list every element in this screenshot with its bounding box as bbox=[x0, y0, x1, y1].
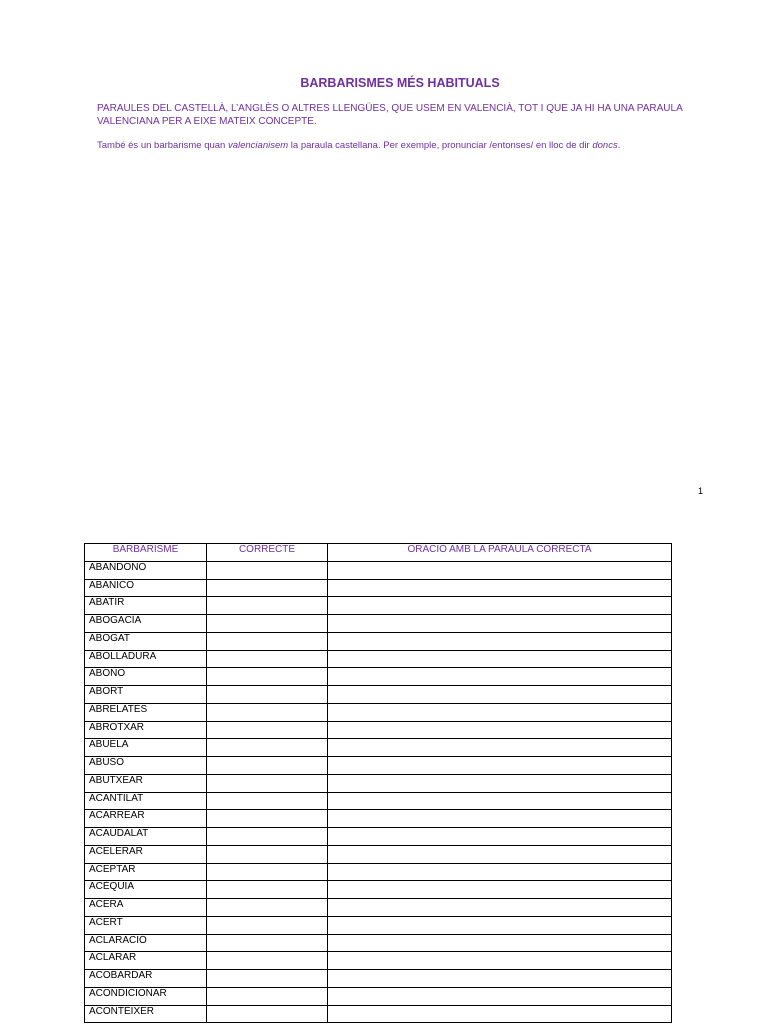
barbarisms-table bbox=[84, 543, 672, 1023]
sentence-cell[interactable] bbox=[328, 703, 672, 721]
sentence-cell[interactable] bbox=[328, 828, 672, 846]
sentence-cell[interactable] bbox=[328, 686, 672, 704]
sentence-cell[interactable] bbox=[328, 632, 672, 650]
table-row bbox=[85, 792, 672, 810]
sentence-cell[interactable] bbox=[328, 792, 672, 810]
sentence-cell[interactable] bbox=[328, 863, 672, 881]
note-text: la paraula castellana. Per exemple, pronunciar /entonses/ en lloc de dir bbox=[288, 140, 593, 151]
table-row bbox=[85, 881, 672, 899]
page-title: BARBARISMES MÉS HABITUALS bbox=[300, 76, 500, 90]
sentence-cell[interactable] bbox=[328, 952, 672, 970]
correct-word-cell[interactable] bbox=[207, 952, 328, 970]
correct-word-cell[interactable] bbox=[207, 970, 328, 988]
correct-word-cell[interactable] bbox=[207, 579, 328, 597]
note-text: També és un barbarisme quan bbox=[97, 140, 228, 151]
correct-word-cell[interactable] bbox=[207, 703, 328, 721]
table-row bbox=[85, 916, 672, 934]
table-row bbox=[85, 668, 672, 686]
barbarism-cell: ABUSO bbox=[85, 757, 207, 775]
table-header-row bbox=[85, 544, 672, 562]
sentence-cell[interactable] bbox=[328, 615, 672, 633]
barbarism-cell: ABRELATES bbox=[85, 703, 207, 721]
sentence-cell[interactable] bbox=[328, 757, 672, 775]
barbarism-cell: ABANICO bbox=[85, 579, 207, 597]
barbarism-cell: ACERT bbox=[85, 916, 207, 934]
column-header-correcte: CORRECTE bbox=[207, 544, 328, 562]
barbarism-cell: ABORT bbox=[85, 686, 207, 704]
note-text: . bbox=[617, 140, 621, 151]
barbarism-cell: ABANDONO bbox=[85, 561, 207, 579]
sentence-cell[interactable] bbox=[328, 774, 672, 792]
column-header-barbarisme: BARBARISME bbox=[85, 544, 207, 562]
correct-word-cell[interactable] bbox=[207, 845, 328, 863]
sentence-cell[interactable] bbox=[328, 899, 672, 917]
correct-word-cell[interactable] bbox=[207, 987, 328, 1005]
barbarism-cell: ACELERAR bbox=[85, 845, 207, 863]
correct-word-cell[interactable] bbox=[207, 561, 328, 579]
sentence-cell[interactable] bbox=[328, 721, 672, 739]
table-row bbox=[85, 561, 672, 579]
barbarism-cell: ABATIR bbox=[85, 597, 207, 615]
sentence-cell[interactable] bbox=[328, 668, 672, 686]
barbarism-cell: ACONTÈIXER bbox=[85, 1005, 207, 1023]
table-row bbox=[85, 632, 672, 650]
correct-word-cell[interactable] bbox=[207, 1005, 328, 1023]
correct-word-cell[interactable] bbox=[207, 916, 328, 934]
correct-word-cell[interactable] bbox=[207, 632, 328, 650]
sentence-cell[interactable] bbox=[328, 579, 672, 597]
correct-word-cell[interactable] bbox=[207, 863, 328, 881]
correct-word-cell[interactable] bbox=[207, 810, 328, 828]
table-row bbox=[85, 597, 672, 615]
barbarism-cell: ACAUDALAT bbox=[85, 828, 207, 846]
table-row bbox=[85, 863, 672, 881]
table-row bbox=[85, 810, 672, 828]
sentence-cell[interactable] bbox=[328, 970, 672, 988]
barbarism-cell: ABROTXAR bbox=[85, 721, 207, 739]
table-row bbox=[85, 757, 672, 775]
table-row bbox=[85, 650, 672, 668]
barbarism-cell: ABONO bbox=[85, 668, 207, 686]
sentence-cell[interactable] bbox=[328, 987, 672, 1005]
barbarism-cell: ACANTILAT bbox=[85, 792, 207, 810]
correct-word-cell[interactable] bbox=[207, 899, 328, 917]
correct-word-cell[interactable] bbox=[207, 774, 328, 792]
barbarism-cell: ACLARAR bbox=[85, 952, 207, 970]
table-row bbox=[85, 934, 672, 952]
table-row bbox=[85, 774, 672, 792]
correct-word-cell[interactable] bbox=[207, 721, 328, 739]
table-row bbox=[85, 970, 672, 988]
sentence-cell[interactable] bbox=[328, 561, 672, 579]
sentence-cell[interactable] bbox=[328, 1005, 672, 1023]
barbarism-cell: ACONDICIONAR bbox=[85, 987, 207, 1005]
sentence-cell[interactable] bbox=[328, 650, 672, 668]
barbarism-cell: ABUELA bbox=[85, 739, 207, 757]
table-row bbox=[85, 899, 672, 917]
correct-word-cell[interactable] bbox=[207, 686, 328, 704]
barbarism-cell: ABOGAT bbox=[85, 632, 207, 650]
barbarism-cell: ACLARACIÓ bbox=[85, 934, 207, 952]
correct-word-cell[interactable] bbox=[207, 934, 328, 952]
barbarism-cell: ACARREAR bbox=[85, 810, 207, 828]
intro-paragraph: PARAULES DEL CASTELLÀ, L’ANGLÈS O ALTRES LLENGÜES, QUE USEM EN VALENCIÀ, TOT I QUE JA HI HA UNA PARAULA VALENCIANA PER A EIXE MATEIX CONCEPTE. bbox=[97, 103, 683, 127]
table-row bbox=[85, 828, 672, 846]
correct-word-cell[interactable] bbox=[207, 668, 328, 686]
table-row bbox=[85, 721, 672, 739]
correct-word-cell[interactable] bbox=[207, 615, 328, 633]
correct-word-cell[interactable] bbox=[207, 828, 328, 846]
table-row bbox=[85, 1005, 672, 1023]
correct-word-cell[interactable] bbox=[207, 739, 328, 757]
table-row bbox=[85, 703, 672, 721]
barbarism-cell: ACERA bbox=[85, 899, 207, 917]
barbarism-cell: ABOGACÍA bbox=[85, 615, 207, 633]
sentence-cell[interactable] bbox=[328, 810, 672, 828]
table-body bbox=[85, 561, 672, 1023]
sentence-cell[interactable] bbox=[328, 739, 672, 757]
table-row bbox=[85, 952, 672, 970]
sentence-cell[interactable] bbox=[328, 597, 672, 615]
sentence-cell[interactable] bbox=[328, 845, 672, 863]
correct-word-cell[interactable] bbox=[207, 597, 328, 615]
table-row bbox=[85, 686, 672, 704]
table-row bbox=[85, 987, 672, 1005]
note-italic-term: doncs bbox=[592, 140, 618, 151]
page-number: 1 bbox=[698, 486, 704, 496]
sentence-cell[interactable] bbox=[328, 916, 672, 934]
barbarism-cell: ACOBARDAR bbox=[85, 970, 207, 988]
sentence-cell[interactable] bbox=[328, 881, 672, 899]
barbarism-cell: ABOLLADURA bbox=[85, 650, 207, 668]
correct-word-cell[interactable] bbox=[207, 881, 328, 899]
barbarism-cell: ACÈQUIA bbox=[85, 881, 207, 899]
note-paragraph bbox=[97, 139, 717, 152]
barbarism-cell: ACEPTAR bbox=[85, 863, 207, 881]
correct-word-cell[interactable] bbox=[207, 792, 328, 810]
note-italic-term: valencianisem bbox=[227, 140, 289, 151]
sentence-cell[interactable] bbox=[328, 934, 672, 952]
column-header-oracio: ORACIO AMB LA PARAULA CORRECTA bbox=[328, 544, 672, 562]
table-row bbox=[85, 579, 672, 597]
barbarism-cell: ABUTXEAR bbox=[85, 774, 207, 792]
table-row bbox=[85, 615, 672, 633]
correct-word-cell[interactable] bbox=[207, 757, 328, 775]
correct-word-cell[interactable] bbox=[207, 650, 328, 668]
table-row bbox=[85, 739, 672, 757]
table-row bbox=[85, 845, 672, 863]
